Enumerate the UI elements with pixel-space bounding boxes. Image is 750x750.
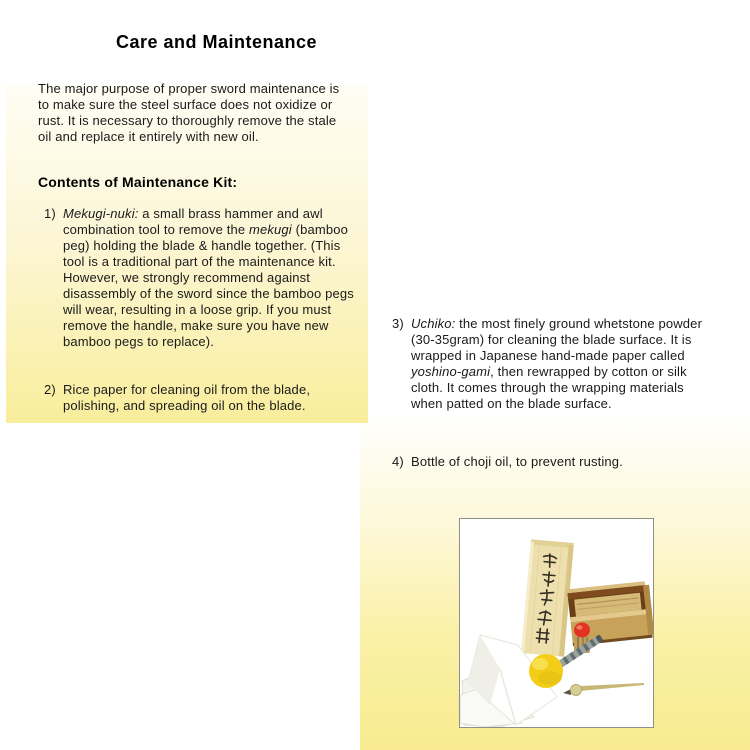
awl-graphic bbox=[563, 683, 644, 696]
kit-item-3 bbox=[392, 316, 717, 412]
maintenance-kit-photo bbox=[459, 518, 654, 728]
maintenance-kit-illustration bbox=[460, 519, 653, 727]
intro-paragraph: The major purpose of proper sword maintenance is to make sure the steel surface does not oxidize or rust. It is necessary to thoroughly remove the stale oil and replace it entirely with new oil. bbox=[38, 81, 340, 144]
item-number: 1) bbox=[44, 206, 56, 221]
uchiko-ball-graphic bbox=[529, 654, 563, 688]
kit-item-4 bbox=[392, 454, 717, 470]
kit-item-1 bbox=[44, 206, 360, 350]
item-text: Rice paper for cleaning oil from the blade, polishing, and spreading oil on the blade. bbox=[63, 382, 311, 413]
contents-heading: Contents of Maintenance Kit: bbox=[38, 174, 238, 190]
item-number: 3) bbox=[392, 316, 404, 331]
kit-item-2 bbox=[44, 382, 360, 414]
page-title: Care and Maintenance bbox=[115, 32, 318, 52]
item-text: Uchiko: the most finely ground whetstone powder (30-35gram) for cleaning the blade surface. It is wrapped in Japanese hand-made paper called yoshino-gami, then rewrapped by cotton or silk cloth. It comes through the wrapping materials when patted on the blade surface. bbox=[411, 316, 703, 411]
item-number: 4) bbox=[392, 454, 404, 469]
item-text: Mekugi-nuki: a small brass hammer and awl combination tool to remove the mekugi (bamboo peg) holding the blade & handle together. (This tool is a traditional part of the maintenance kit. However, we strongly recommend against disassembly of the sword since the bamboo pegs will wear, resulting in a loose grip. If you must remove the handle, make sure you have new bamboo pegs to replace). bbox=[63, 206, 354, 349]
item-number: 2) bbox=[44, 382, 56, 397]
box-lid-graphic bbox=[521, 539, 574, 656]
item-text: Bottle of choji oil, to prevent rusting. bbox=[411, 454, 623, 469]
